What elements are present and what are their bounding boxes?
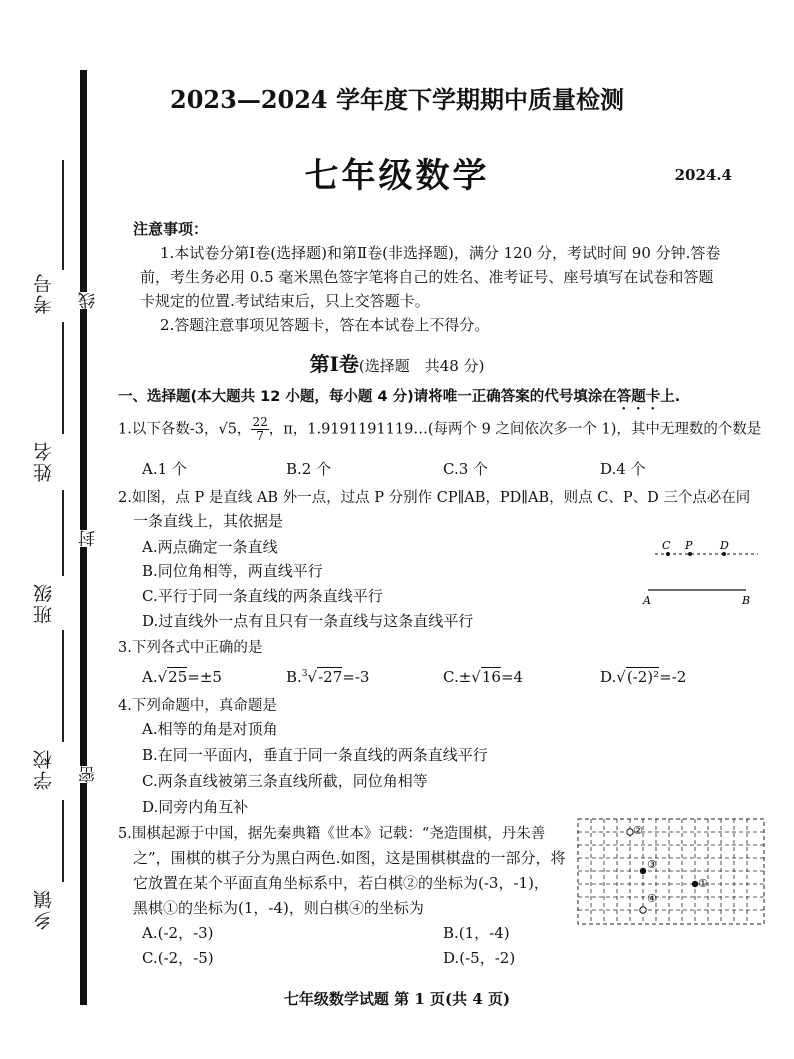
exam-title: 2023—2024 学年度下学期期中质量检测: [170, 85, 624, 114]
page-footer: 七年级数学试题 第 1 页(共 4 页): [283, 990, 511, 1008]
q1-option-b[interactable]: B.2 个: [286, 460, 332, 478]
q2-point-d: [722, 552, 726, 556]
q1-option-d[interactable]: D.4 个: [600, 460, 646, 478]
q3-d-post: =-2: [659, 668, 687, 686]
notice-heading: 注意事项：: [133, 220, 209, 238]
town-blank[interactable]: [62, 800, 64, 882]
notice-item1-line2: 前，考生务必用 0.5 毫米黑色签字笔将自己的姓名、准考证号、座号填写在试卷和答题: [140, 268, 714, 286]
q3-b-post: =-3: [342, 668, 370, 686]
stone-label-3: ③: [647, 858, 657, 871]
class-blank[interactable]: [62, 490, 64, 576]
q2-option-a[interactable]: A.两点确定一条直线: [142, 538, 278, 556]
seal-dense-char: 密: [76, 766, 92, 783]
go-board-grid: [578, 819, 764, 924]
black-stone-3: [640, 868, 646, 874]
q2-label-c: C: [662, 539, 671, 552]
exam-date: 2024.4: [674, 166, 732, 184]
section-title: [0, 348, 794, 377]
q2-label-d: D: [720, 539, 729, 552]
q3-c-pre: C.±: [443, 668, 472, 686]
q4-stem: 4.下列命题中，真命题是: [118, 698, 277, 714]
q2-label-b: B: [742, 594, 751, 607]
q3-b-pre: B.: [286, 668, 302, 686]
q5-stem-line2: 之”，围棋的棋子分为黑白两色.如图，这是围棋棋盘的一部分，将: [133, 849, 566, 867]
choice-instruction: [118, 385, 680, 413]
stone-label-1: ①: [698, 877, 708, 890]
q1-pre: 1.以下各数-3，√5，: [118, 421, 252, 438]
question-1-stem: [118, 416, 761, 443]
seal-seal-char: 封: [76, 530, 92, 547]
q5-option-c[interactable]: C.(-2，-5): [142, 949, 214, 967]
q3-option-b[interactable]: B.$^3$√-27=-3: [286, 668, 370, 686]
name-blank[interactable]: [62, 322, 64, 434]
q3-b-radicand: -27: [318, 668, 343, 686]
instruction-post: 上.: [660, 389, 681, 405]
q3-c-radicand: 16: [481, 668, 501, 686]
school-label: 学校: [33, 748, 55, 790]
q4-option-b[interactable]: B.在同一平面内，垂直于同一条直线的两条直线平行: [142, 746, 488, 764]
q5-option-b[interactable]: B.(1，-4): [443, 924, 510, 942]
q3-a-radicand: 25: [168, 668, 188, 686]
q3-c-post: =4: [500, 668, 524, 686]
q3-a-pre: A.: [142, 668, 158, 686]
q3-d-pre: D.: [600, 668, 617, 686]
q2-point-p: [688, 552, 692, 556]
q5-stem-line1: 5.围棋起源于中国，据先秦典籍《世本》记载：“尧造围棋，丹朱善: [118, 826, 546, 842]
exam-number-label: 考号: [33, 272, 55, 314]
notice-item2: 2.答题注意事项见答题卡，答在本试卷上不得分。: [160, 316, 490, 334]
q3-option-d[interactable]: D.√(-2)²=-2: [600, 668, 687, 686]
section-subtitle: (选择题 共48 分): [358, 357, 485, 375]
q1-fraction-num: 22: [252, 415, 268, 429]
q2-stem-line1: 2.如图，点 P 是直线 AB 外一点，过点 P 分别作 CP∥AB，PD∥AB，则点 C、P、D 三个点必在同: [118, 490, 751, 506]
go-board-figure: [577, 818, 767, 926]
white-stone-4: [640, 907, 646, 913]
q1-option-a[interactable]: A.1 个: [142, 460, 187, 478]
q3-option-c[interactable]: C.±√16=4: [443, 668, 524, 686]
q2-option-b[interactable]: B.同位角相等，两直线平行: [142, 562, 323, 580]
q3-b-index: 3: [301, 669, 308, 679]
stone-label-2: ②: [633, 824, 643, 837]
notice-item1-line3: 卡规定的位置.考试结束后，只上交答题卡。: [140, 292, 430, 310]
class-label: 班级: [33, 582, 55, 624]
q2-option-c[interactable]: C.平行于同一条直线的两条直线平行: [142, 587, 383, 605]
q3-d-radicand: (-2)²: [626, 668, 660, 686]
q5-stem-line3: 它放置在某个平面直角坐标系中，若白棋②的坐标为(-3，-1)，: [133, 874, 549, 892]
q3-stem: 3.下列各式中正确的是: [118, 640, 263, 656]
go-board-border: [578, 819, 764, 924]
q2-point-c: [666, 552, 670, 556]
school-blank[interactable]: [62, 630, 64, 742]
q1-fraction-den: 7: [256, 429, 264, 443]
q4-option-c[interactable]: C.两条直线被第三条直线所截，同位角相等: [142, 772, 428, 790]
q3-option-a[interactable]: A.√25=±5: [142, 668, 222, 686]
name-label: 姓名: [33, 440, 55, 482]
q2-label-a: A: [643, 594, 651, 607]
q1-option-c[interactable]: C.3 个: [443, 460, 489, 478]
subject-title: 七年级数学: [304, 156, 490, 196]
stone-label-4: ④: [647, 892, 657, 905]
q5-option-a[interactable]: A.(-2，-3): [142, 924, 214, 942]
q4-option-a[interactable]: A.相等的角是对顶角: [142, 720, 278, 738]
q2-option-d[interactable]: D.过直线外一点有且只有一条直线与这条直线平行: [142, 612, 474, 630]
instruction-pre: 一、选择题(本大题共 12 小题，每小题 4 分)请将唯一正确答案的代号填涂在: [118, 389, 617, 405]
section-title-main: 第Ⅰ卷: [309, 352, 359, 376]
q2-label-p: P: [685, 539, 693, 552]
q1-fraction: [251, 416, 268, 443]
q1-post: ，π，1.9191191119…(每两个 9 之间依次多一个 1)，其中无理数的个数是: [268, 421, 762, 438]
q3-a-post: =±5: [187, 668, 222, 686]
notice-item1-line1: 1.本试卷分第Ⅰ卷(选择题)和第Ⅱ卷(非选择题)，满分 120 分，考试时间 90 分钟.答卷: [160, 244, 721, 262]
q2-figure: [640, 532, 770, 612]
instruction-emphasis: 答题卡: [616, 389, 661, 405]
q4-option-d[interactable]: D.同旁内角互补: [142, 798, 249, 816]
town-label: 乡镇: [33, 888, 55, 930]
q5-option-d[interactable]: D.(-5，-2): [443, 949, 516, 967]
q5-stem-line4: 黑棋①的坐标为(1，-4)，则白棋④的坐标为: [133, 899, 424, 917]
seal-line-char: 线: [76, 292, 92, 309]
q2-stem-line2: 一条直线上，其依据是: [133, 512, 284, 530]
